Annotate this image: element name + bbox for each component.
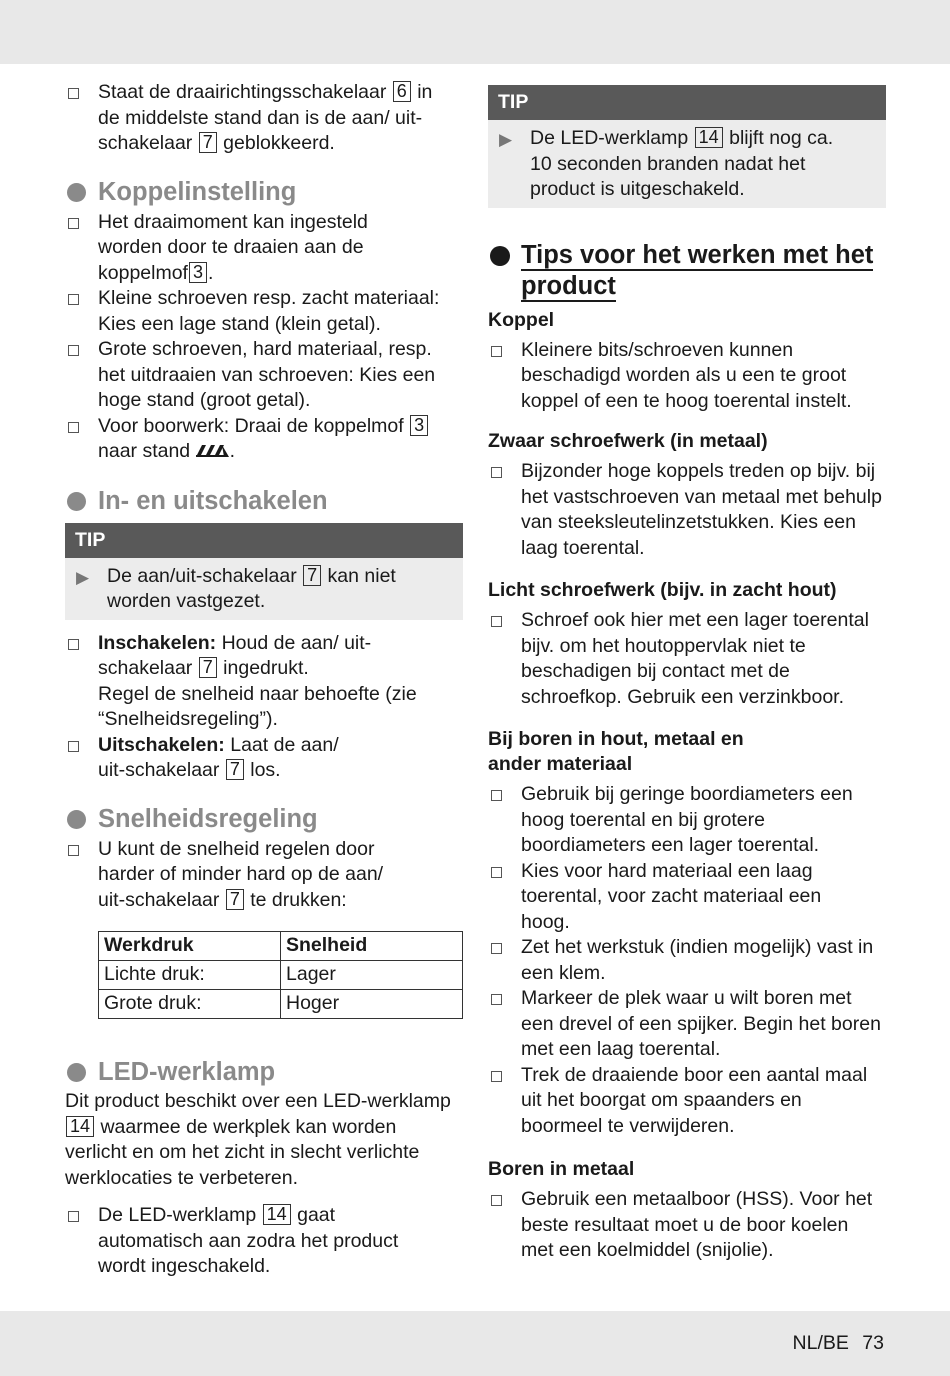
- arrow-right-icon: ▶: [499, 130, 513, 149]
- checkbox-bullet-icon: [491, 467, 502, 478]
- list-item: Zet het werkstuk (indien mogelijk) vast in een klem.: [488, 935, 886, 986]
- list-item: Kleinere bits/schroeven kunnen beschadigd worden als u een te groot koppel of een te hoog toerental instelt.: [488, 338, 886, 415]
- part-reference: 7: [303, 565, 321, 586]
- list-item: Kleine schroeven resp. zacht materiaal: Kies een lage stand (klein getal).: [65, 286, 463, 337]
- right-column: [488, 85, 886, 1264]
- page-footer: [793, 1331, 884, 1357]
- checkbox-bullet-icon: [68, 345, 79, 356]
- checkbox-bullet-icon: [68, 845, 79, 856]
- checkbox-bullet-icon: [491, 994, 502, 1005]
- page-number: 73: [862, 1332, 884, 1354]
- paragraph: Dit product beschikt over een LED-werklamp 14 waarmee de werkplek kan worden verlicht en om het zicht in slecht verlichte werklocaties te verbeteren.: [65, 1090, 451, 1189]
- table-cell: Lager: [281, 961, 463, 990]
- list-item: Het draaimoment kan ingesteld worden door te draaien aan de koppelmof 3 .: [65, 210, 395, 287]
- section-heading: In- en uitschakelen: [65, 486, 463, 516]
- list-item: Grote schroeven, hard materiaal, resp. het uitdraaien van schroeven: Kies een hoge stand (groot getal).: [65, 337, 463, 414]
- checkbox-bullet-icon: [68, 1211, 79, 1222]
- bullet-dot-icon: [490, 246, 510, 266]
- checkbox-bullet-icon: [68, 218, 79, 229]
- subheading: Koppel: [488, 308, 555, 331]
- table-cell: Hoger: [281, 990, 463, 1019]
- table-cell: Grote druk:: [99, 990, 281, 1019]
- list-item: Gebruik een metaalboor (HSS). Voor het beste resultaat moet u de boor koelen met een koelmiddel (snijolie).: [488, 1187, 886, 1264]
- subheading: Bij boren in hout, metaal en ander materiaal: [488, 728, 744, 775]
- list-item: Trek de draaiende boor een aantal maal uit het boorgat om spaanders en boormeel te verwijderen.: [488, 1063, 886, 1140]
- list-item: Staat de draairichtingsschakelaar 6 in de middelste stand dan is de aan/ uit-schakelaar 7 geblokkeerd.: [65, 80, 437, 157]
- part-reference: 7: [199, 132, 217, 153]
- checkbox-bullet-icon: [68, 422, 79, 433]
- part-reference: 3: [189, 262, 207, 283]
- part-reference: 7: [226, 759, 244, 780]
- bullet-dot-icon: [67, 183, 86, 202]
- checkbox-bullet-icon: [68, 639, 79, 650]
- part-reference: 3: [410, 415, 428, 436]
- drill-mode-icon: [196, 444, 230, 458]
- checkbox-bullet-icon: [68, 88, 79, 99]
- tip-box: TIP ▶ De LED-werklamp 14 blijft nog ca. 10 seconden branden nadat het product is uitgeschakeld.: [488, 85, 886, 208]
- subheading: Zwaar schroefwerk (in metaal): [488, 430, 768, 452]
- checkbox-bullet-icon: [491, 346, 502, 357]
- left-column: [65, 80, 463, 1280]
- column-header: Werkdruk: [99, 932, 281, 961]
- subheading: Licht schroefwerk (bijv. in zacht hout): [488, 579, 837, 601]
- list-item: Markeer de plek waar u wilt boren met een drevel of een spijker. Begin het boren met een laag toerental.: [488, 986, 886, 1063]
- pressure-speed-table: [98, 931, 463, 1019]
- checkbox-bullet-icon: [68, 741, 79, 752]
- checkbox-bullet-icon: [491, 1195, 502, 1206]
- section-heading: LED-werklamp: [65, 1057, 463, 1087]
- part-reference: 6: [393, 81, 411, 102]
- column-header: Snelheid: [281, 932, 463, 961]
- list-item: Inschakelen: Houd de aan/ uit-schakelaar 7 ingedrukt. Regel de snelheid naar behoefte (zie “Snelheidsregeling”).: [65, 631, 445, 733]
- list-item: Schroef ook hier met een lager toerental bijv. om het houtoppervlak niet te beschadigen bij contact met de schroefkop. Gebruik een verzinkboor.: [488, 608, 886, 710]
- list-item: U kunt de snelheid regelen door harder of minder hard op de aan/ uit-schakelaar 7 te drukken:: [65, 837, 410, 914]
- list-item: Voor boorwerk: Draai de koppelmof 3 naar stand .: [65, 414, 463, 465]
- bullet-dot-icon: [67, 810, 86, 829]
- bullet-dot-icon: [67, 492, 86, 511]
- table-cell: Lichte druk:: [99, 961, 281, 990]
- section-heading: Tips voor het werken met het product: [488, 240, 886, 302]
- checkbox-bullet-icon: [491, 790, 502, 801]
- part-reference: 14: [263, 1204, 291, 1225]
- part-reference: 7: [226, 889, 244, 910]
- arrow-right-icon: ▶: [76, 567, 90, 587]
- section-heading: Snelheidsregeling: [65, 804, 463, 834]
- checkbox-bullet-icon: [491, 867, 502, 878]
- table-header-row: [99, 932, 463, 961]
- locale-label: NL/BE: [792, 1332, 849, 1354]
- list-item: Bijzonder hoge koppels treden op bijv. bij het vastschroeven van metaal met behulp van steeksleutelinzetstukken. Kies een laag toerental.: [488, 459, 886, 561]
- checkbox-bullet-icon: [491, 943, 502, 954]
- table-row: [99, 990, 463, 1019]
- list-item: Kies voor hard materiaal een laag toerental, voor zacht materiaal een hoog.: [488, 859, 838, 936]
- checkbox-bullet-icon: [491, 616, 502, 627]
- checkbox-bullet-icon: [68, 294, 79, 305]
- tip-box: TIP ▶ De aan/uit-schakelaar 7 kan niet worden vastgezet.: [65, 523, 463, 620]
- list-item: Uitschakelen: Laat de aan/ uit-schakelaar 7 los.: [65, 733, 365, 784]
- list-item: Gebruik bij geringe boordiameters een hoog toerental en bij grotere boordiameters een lager toerental.: [488, 782, 886, 859]
- section-heading: Koppelinstelling: [65, 177, 463, 207]
- bullet-dot-icon: [67, 1063, 86, 1082]
- page-header-band: [0, 0, 950, 64]
- subheading: Boren in metaal: [488, 1158, 635, 1180]
- list-item: De LED-werklamp 14 gaat automatisch aan zodra het product wordt ingeschakeld.: [65, 1203, 410, 1280]
- tip-label: TIP: [488, 85, 886, 120]
- part-reference: 14: [66, 1116, 94, 1137]
- part-reference: 7: [199, 657, 217, 678]
- part-reference: 14: [695, 127, 723, 148]
- tip-label: TIP: [65, 523, 463, 558]
- table-row: [99, 961, 463, 990]
- checkbox-bullet-icon: [491, 1071, 502, 1082]
